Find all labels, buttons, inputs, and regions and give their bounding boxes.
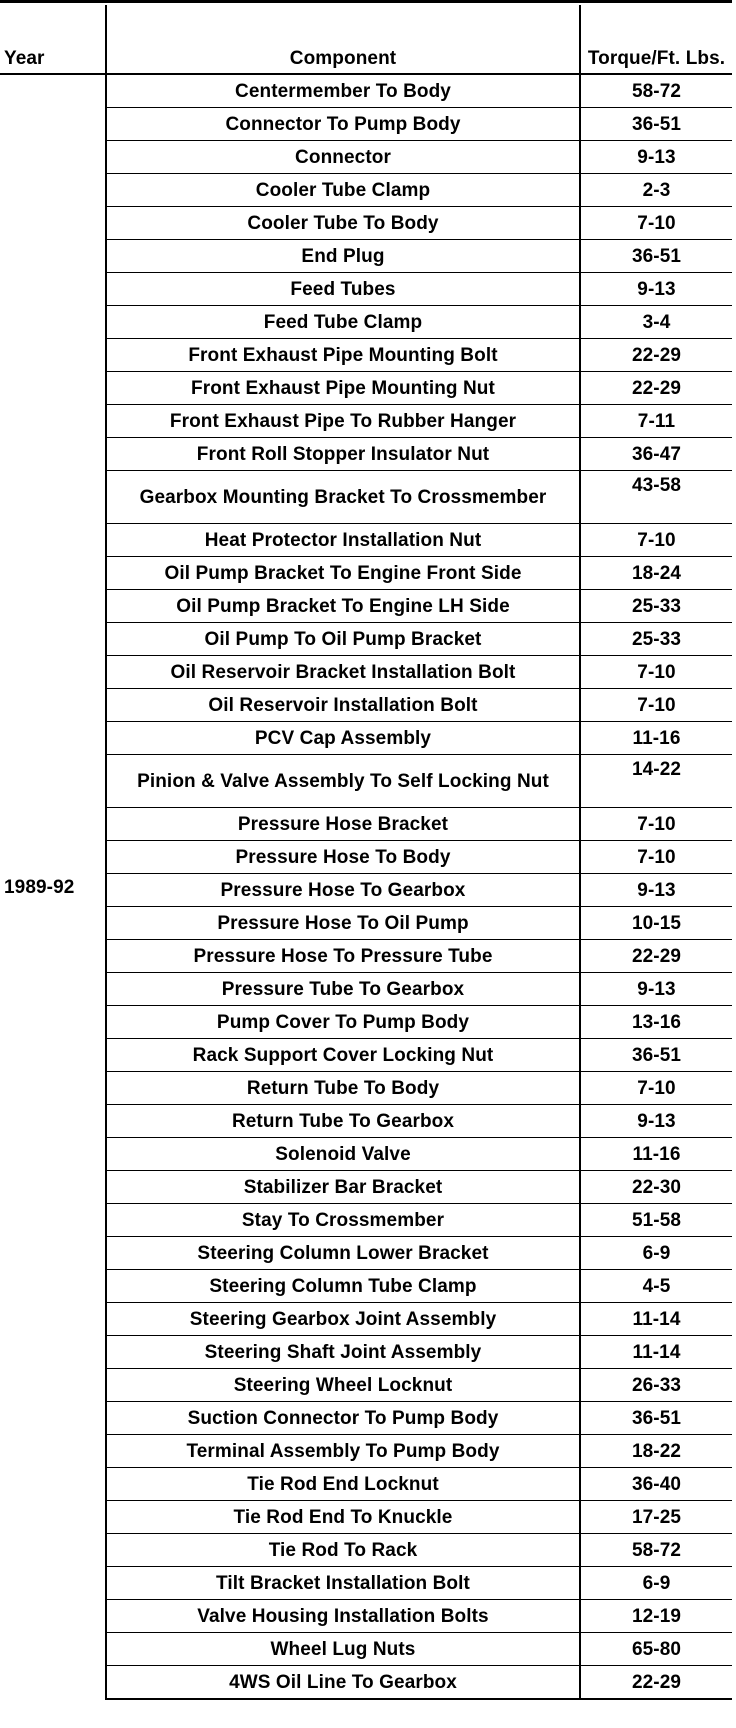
component-cell: Tie Rod To Rack: [106, 1534, 580, 1567]
torque-cell: 36-40: [580, 1468, 732, 1501]
torque-cell: 22-29: [580, 940, 732, 973]
component-cell: Pump Cover To Pump Body: [106, 1006, 580, 1039]
table-row: [0, 1204, 732, 1237]
table-row: [0, 306, 732, 339]
torque-cell: 9-13: [580, 874, 732, 907]
component-cell: Steering Wheel Locknut: [106, 1369, 580, 1402]
header-row: [0, 5, 732, 74]
year-header: Year: [0, 5, 106, 74]
component-header: Component: [106, 5, 580, 74]
component-cell: Tilt Bracket Installation Bolt: [106, 1567, 580, 1600]
torque-cell: 9-13: [580, 973, 732, 1006]
table-row: [0, 808, 732, 841]
torque-cell: 22-30: [580, 1171, 732, 1204]
component-cell: Stay To Crossmember: [106, 1204, 580, 1237]
component-cell: Return Tube To Gearbox: [106, 1105, 580, 1138]
torque-cell: 7-10: [580, 808, 732, 841]
component-cell: Oil Pump Bracket To Engine LH Side: [106, 590, 580, 623]
component-cell: Return Tube To Body: [106, 1072, 580, 1105]
table-row: [0, 1501, 732, 1534]
table-row: [0, 841, 732, 874]
component-cell: Cooler Tube To Body: [106, 207, 580, 240]
table-row: [0, 141, 732, 174]
torque-cell: 6-9: [580, 1237, 732, 1270]
torque-cell: 9-13: [580, 1105, 732, 1138]
torque-cell: 36-51: [580, 1402, 732, 1435]
torque-cell: 51-58: [580, 1204, 732, 1237]
torque-cell: 22-29: [580, 1666, 732, 1700]
component-cell: Front Roll Stopper Insulator Nut: [106, 438, 580, 471]
torque-cell: 7-10: [580, 207, 732, 240]
torque-cell: 25-33: [580, 590, 732, 623]
table-body: [0, 74, 732, 1699]
component-cell: Front Exhaust Pipe Mounting Bolt: [106, 339, 580, 372]
torque-cell: 17-25: [580, 1501, 732, 1534]
table-row: [0, 273, 732, 306]
component-cell: Centermember To Body: [106, 74, 580, 108]
component-cell: Solenoid Valve: [106, 1138, 580, 1171]
torque-cell: 7-10: [580, 689, 732, 722]
component-cell: Cooler Tube Clamp: [106, 174, 580, 207]
table-row: [0, 557, 732, 590]
component-cell: Gearbox Mounting Bracket To Crossmember: [106, 471, 580, 524]
torque-cell: 58-72: [580, 1534, 732, 1567]
torque-cell: 2-3: [580, 174, 732, 207]
table-row: [0, 1534, 732, 1567]
torque-cell: 13-16: [580, 1006, 732, 1039]
table-row: [0, 940, 732, 973]
torque-cell: 6-9: [580, 1567, 732, 1600]
table-row: [0, 1336, 732, 1369]
table-row: [0, 1402, 732, 1435]
component-cell: Pressure Hose To Body: [106, 841, 580, 874]
table-row: [0, 623, 732, 656]
torque-spec-table: [0, 5, 732, 1700]
component-cell: Tie Rod End Locknut: [106, 1468, 580, 1501]
table-row: [0, 1171, 732, 1204]
component-cell: Oil Pump To Oil Pump Bracket: [106, 623, 580, 656]
component-cell: Feed Tube Clamp: [106, 306, 580, 339]
torque-cell: 58-72: [580, 74, 732, 108]
component-cell: Steering Column Tube Clamp: [106, 1270, 580, 1303]
table-row: [0, 1237, 732, 1270]
component-cell: Heat Protector Installation Nut: [106, 524, 580, 557]
table-row: [0, 907, 732, 940]
table-row: [0, 108, 732, 141]
component-cell: Pinion & Valve Assembly To Self Locking Nut: [106, 755, 580, 808]
torque-cell: 9-13: [580, 273, 732, 306]
component-cell: Oil Reservoir Bracket Installation Bolt: [106, 656, 580, 689]
component-cell: PCV Cap Assembly: [106, 722, 580, 755]
torque-cell: 36-47: [580, 438, 732, 471]
component-cell: Connector To Pump Body: [106, 108, 580, 141]
table-row: [0, 1633, 732, 1666]
torque-cell: 3-4: [580, 306, 732, 339]
torque-cell: 7-11: [580, 405, 732, 438]
component-cell: 4WS Oil Line To Gearbox: [106, 1666, 580, 1700]
component-cell: Pressure Hose To Pressure Tube: [106, 940, 580, 973]
table-row: [0, 74, 732, 108]
component-cell: Terminal Assembly To Pump Body: [106, 1435, 580, 1468]
component-cell: Pressure Tube To Gearbox: [106, 973, 580, 1006]
table-row: [0, 656, 732, 689]
table-row: [0, 689, 732, 722]
torque-cell: 14-22: [580, 755, 732, 808]
torque-cell: 43-58: [580, 471, 732, 524]
component-cell: Valve Housing Installation Bolts: [106, 1600, 580, 1633]
torque-cell: 18-24: [580, 557, 732, 590]
table-row: [0, 1138, 732, 1171]
table-row: [0, 1435, 732, 1468]
component-cell: Oil Reservoir Installation Bolt: [106, 689, 580, 722]
component-cell: Rack Support Cover Locking Nut: [106, 1039, 580, 1072]
component-cell: End Plug: [106, 240, 580, 273]
component-cell: Feed Tubes: [106, 273, 580, 306]
component-cell: Wheel Lug Nuts: [106, 1633, 580, 1666]
torque-cell: 7-10: [580, 524, 732, 557]
torque-cell: 11-16: [580, 1138, 732, 1171]
torque-cell: 22-29: [580, 372, 732, 405]
torque-cell: 26-33: [580, 1369, 732, 1402]
component-cell: Connector: [106, 141, 580, 174]
table-row: [0, 174, 732, 207]
torque-cell: 9-13: [580, 141, 732, 174]
component-cell: Front Exhaust Pipe Mounting Nut: [106, 372, 580, 405]
table-row: [0, 1303, 732, 1336]
table-row: [0, 1600, 732, 1633]
torque-cell: 18-22: [580, 1435, 732, 1468]
table-row: [0, 1072, 732, 1105]
table-row: [0, 207, 732, 240]
torque-cell: 11-14: [580, 1303, 732, 1336]
torque-cell: 4-5: [580, 1270, 732, 1303]
table-row: [0, 405, 732, 438]
torque-cell: 36-51: [580, 108, 732, 141]
table-row: [0, 524, 732, 557]
component-cell: Pressure Hose To Oil Pump: [106, 907, 580, 940]
torque-cell: 7-10: [580, 656, 732, 689]
table-row: [0, 1567, 732, 1600]
torque-cell: 22-29: [580, 339, 732, 372]
torque-cell: 10-15: [580, 907, 732, 940]
torque-cell: 7-10: [580, 841, 732, 874]
torque-cell: 36-51: [580, 1039, 732, 1072]
table-row: [0, 1039, 732, 1072]
torque-cell: 65-80: [580, 1633, 732, 1666]
table-row: [0, 1666, 732, 1700]
table-row: [0, 1468, 732, 1501]
component-cell: Steering Gearbox Joint Assembly: [106, 1303, 580, 1336]
component-cell: Pressure Hose To Gearbox: [106, 874, 580, 907]
component-cell: Front Exhaust Pipe To Rubber Hanger: [106, 405, 580, 438]
component-cell: Steering Shaft Joint Assembly: [106, 1336, 580, 1369]
table-row: [0, 471, 732, 524]
table-row: [0, 339, 732, 372]
table-row: [0, 1105, 732, 1138]
table-row: [0, 1369, 732, 1402]
component-cell: Steering Column Lower Bracket: [106, 1237, 580, 1270]
component-cell: Pressure Hose Bracket: [106, 808, 580, 841]
torque-cell: 11-16: [580, 722, 732, 755]
table-row: [0, 240, 732, 273]
torque-cell: 12-19: [580, 1600, 732, 1633]
table-row: [0, 590, 732, 623]
table-row: [0, 874, 732, 907]
component-cell: Tie Rod End To Knuckle: [106, 1501, 580, 1534]
torque-header: Torque/Ft. Lbs.: [580, 5, 732, 74]
component-cell: Stabilizer Bar Bracket: [106, 1171, 580, 1204]
torque-cell: 11-14: [580, 1336, 732, 1369]
table-row: [0, 1270, 732, 1303]
component-cell: Oil Pump Bracket To Engine Front Side: [106, 557, 580, 590]
table-row: [0, 755, 732, 808]
table-row: [0, 722, 732, 755]
torque-cell: 36-51: [580, 240, 732, 273]
table-row: [0, 1006, 732, 1039]
table-row: [0, 973, 732, 1006]
top-rule: [0, 0, 732, 3]
torque-cell: 25-33: [580, 623, 732, 656]
table-row: [0, 372, 732, 405]
year-cell: 1989-92: [4, 876, 75, 898]
table-row: [0, 438, 732, 471]
torque-cell: 7-10: [580, 1072, 732, 1105]
component-cell: Suction Connector To Pump Body: [106, 1402, 580, 1435]
